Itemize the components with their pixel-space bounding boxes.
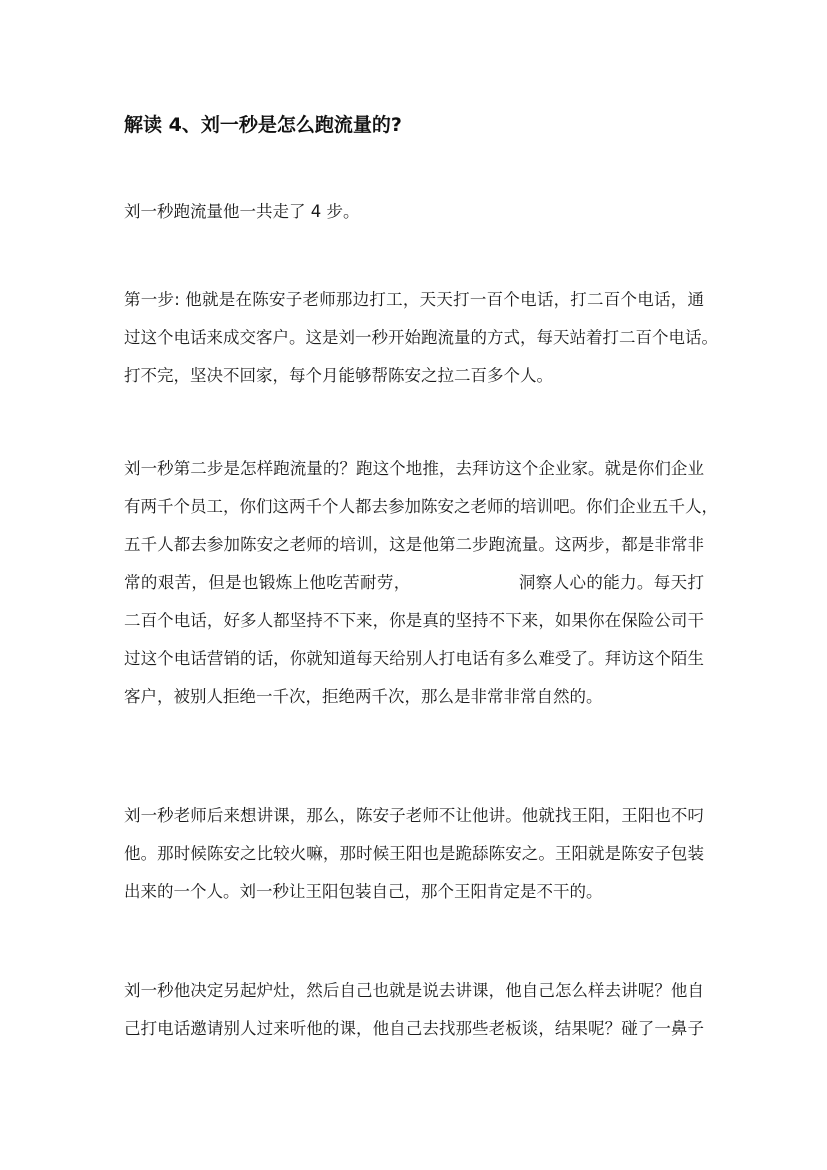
paragraph-teaching <box>124 797 704 911</box>
paragraph-line: 出来的一个人。刘一秒让王阳包装自己，那个王阳肯定是不干的。 <box>124 882 603 901</box>
paragraph-line: 五千人都去参加陈安之老师的培训，这是他第二步跑流量。这两步，都是非常非 <box>124 535 704 554</box>
paragraph-line: 过这个电话来成交客户。这是刘一秒开始跑流量的方式，每天站着打二百个电话。 <box>124 328 718 347</box>
paragraph-line: 过这个电话营销的话，你就知道每天给别人打电话有多么难受了。拜访这个陌生 <box>124 649 704 668</box>
paragraph-step-one <box>124 281 718 395</box>
paragraph-line: 二百个电话，好多人都坚持不下来，你是真的坚持不下来，如果你在保险公司干 <box>124 611 704 630</box>
intro-paragraph <box>124 193 704 231</box>
paragraph-line: 刘一秒第二步是怎样跑流量的？跑这个地推，去拜访这个企业家。就是你们企业 <box>124 459 704 478</box>
paragraph-new-start <box>124 972 704 1048</box>
paragraph-line-part: 常的艰苦，但是也锻炼上他吃苦耐劳， <box>124 573 411 592</box>
intro-line: 刘一秒跑流量他一共走了 4 步。 <box>124 202 360 221</box>
paragraph-line: 第一步: 他就是在陈安子老师那边打工，天天打一百个电话，打二百个电话，通 <box>124 290 704 309</box>
paragraph-line-with-gap <box>124 564 704 602</box>
paragraph-line: 打不完，坚决不回家，每个月能够帮陈安之拉二百多个人。 <box>124 366 553 385</box>
paragraph-line: 有两千个员工，你们这两千个人都去参加陈安之老师的培训吧。你们企业五千人， <box>124 497 718 516</box>
paragraph-step-two <box>124 450 718 716</box>
paragraph-line: 己打电话邀请别人过来听他的课，他自己去找那些老板谈，结果呢？碰了一鼻子 <box>124 1019 704 1038</box>
section-heading: 解读 4、刘一秒是怎么跑流量的? <box>124 114 402 136</box>
paragraph-line: 刘一秒老师后来想讲课，那么，陈安子老师不让他讲。他就找王阳，王阳也不叼 <box>124 806 704 825</box>
paragraph-line: 刘一秒他决定另起炉灶，然后自己也就是说去讲课，他自己怎么样去讲呢？他自 <box>124 981 704 1000</box>
paragraph-line-part: 洞察人心的能力。每天打 <box>518 573 705 592</box>
paragraph-line: 客户，被别人拒绝一千次，拒绝两千次，那么是非常非常自然的。 <box>124 687 603 706</box>
paragraph-line: 他。那时候陈安之比较火嘛，那时候王阳也是跪舔陈安之。王阳就是陈安子包装 <box>124 844 704 863</box>
